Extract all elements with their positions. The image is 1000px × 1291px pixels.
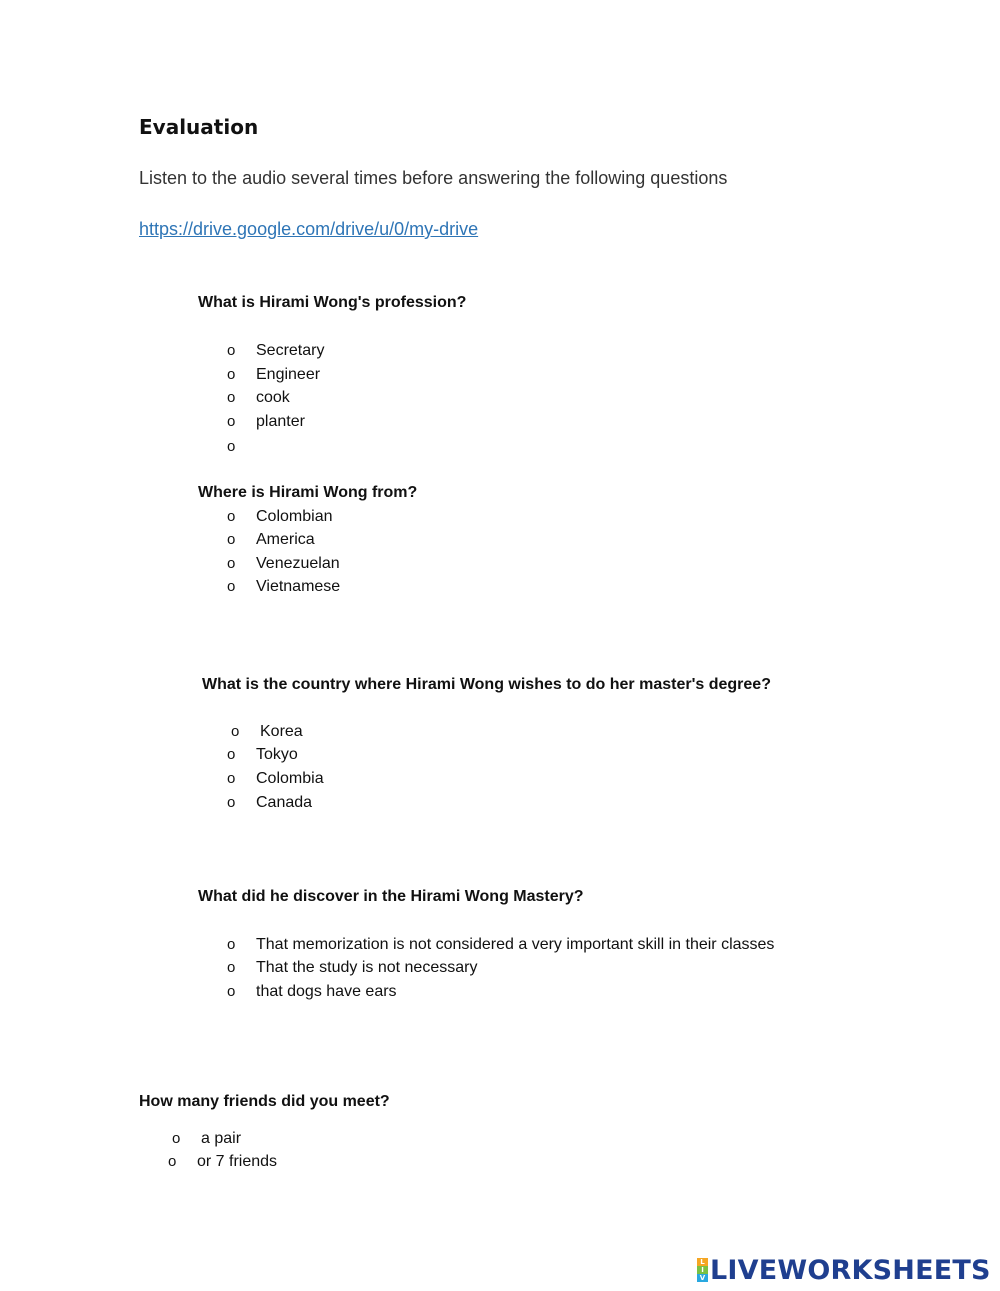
radio-bullet-icon: o xyxy=(227,770,236,787)
option-label: Korea xyxy=(260,723,303,740)
radio-bullet-icon: o xyxy=(227,983,236,1000)
question-3: What is the country where Hirami Wong wishes to do her master's degree? xyxy=(202,676,771,693)
logo-letter-v: V xyxy=(697,1274,708,1282)
question-2: Where is Hirami Wong from? xyxy=(198,484,418,501)
logo-text: LIVEWORKSHEETS xyxy=(710,1254,991,1286)
option-label: that dogs have ears xyxy=(256,983,397,1000)
option-label: Tokyo xyxy=(256,746,298,763)
option-label: That memorization is not considered a very important skill in their classes xyxy=(256,936,775,953)
radio-bullet-icon: o xyxy=(227,936,236,953)
logo-letter-l: L xyxy=(697,1258,708,1266)
option-label: cook xyxy=(256,389,290,406)
radio-bullet-icon: o xyxy=(227,746,236,763)
logo-letter-i: I xyxy=(697,1266,708,1274)
radio-bullet-icon: o xyxy=(172,1130,181,1147)
option-label: Vietnamese xyxy=(256,578,341,595)
radio-bullet-icon: o xyxy=(227,555,236,572)
radio-bullet-icon: o xyxy=(227,438,236,455)
radio-bullet-icon: o xyxy=(231,723,240,740)
radio-bullet-icon: o xyxy=(227,578,236,595)
radio-bullet-icon: o xyxy=(227,531,236,548)
radio-bullet-icon: o xyxy=(227,959,236,976)
option-label: Colombia xyxy=(256,770,324,787)
radio-bullet-icon: o xyxy=(227,366,236,383)
liveworksheets-logo xyxy=(697,1254,991,1286)
audio-link[interactable]: https://drive.google.com/drive/u/0/my-drive xyxy=(139,219,479,239)
radio-bullet-icon: o xyxy=(168,1153,177,1170)
option-label: That the study is not necessary xyxy=(256,959,478,976)
question-1: What is Hirami Wong's profession? xyxy=(198,294,467,311)
option-label: Engineer xyxy=(256,366,321,383)
option-label: Colombian xyxy=(256,508,333,525)
option-label: a pair xyxy=(201,1130,242,1147)
option-label: America xyxy=(256,531,315,548)
option-label: planter xyxy=(256,413,305,430)
radio-bullet-icon: o xyxy=(227,508,236,525)
radio-bullet-icon: o xyxy=(227,413,236,430)
option-label: Venezuelan xyxy=(256,555,340,572)
radio-bullet-icon: o xyxy=(227,342,236,359)
option-label: or 7 friends xyxy=(197,1153,278,1170)
radio-bullet-icon: o xyxy=(227,794,236,811)
logo-mark-icon xyxy=(697,1258,708,1282)
radio-bullet-icon: o xyxy=(227,389,236,406)
option-label: Secretary xyxy=(256,342,325,359)
question-5: How many friends did you meet? xyxy=(139,1093,390,1110)
option-label: Canada xyxy=(256,794,313,811)
page-title: Evaluation xyxy=(139,115,259,139)
question-4: What did he discover in the Hirami Wong Mastery? xyxy=(198,888,584,905)
instructions-text: Listen to the audio several times before answering the following questions xyxy=(139,168,728,188)
